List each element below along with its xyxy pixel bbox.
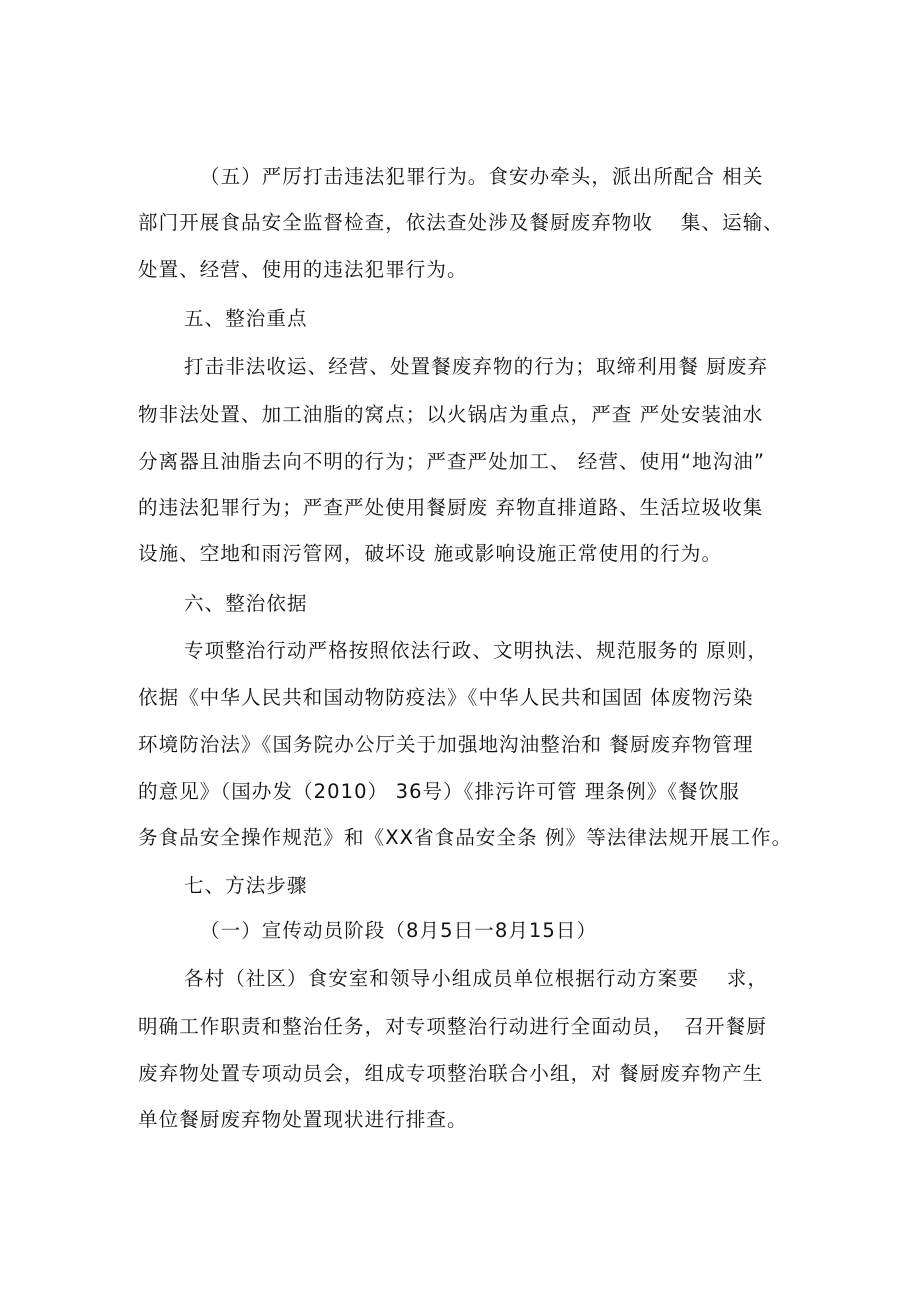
- section-heading-5: 五、整治重点: [184, 307, 308, 330]
- paragraph-line-2: 部门开展食品安全监督检查，依法查处涉及餐厨废弃物收 集、运输、: [138, 211, 784, 234]
- paragraph-line-11: 环境防治法》《国务院办公厅关于加强地沟油整治和 餐厨废弃物管理: [138, 733, 754, 756]
- paragraph-line-3: 处置、经营、使用的违法犯罪行为。: [138, 258, 468, 281]
- paragraph-line-13: 务食品安全操作规范》和《XX省食品安全条 例》等法律法规开展工作。: [138, 826, 793, 849]
- paragraph-line-17: 单位餐厨废弃物处置现状进行排查。: [138, 1108, 468, 1131]
- paragraph-line-15: 明确工作职责和整治任务，对专项整治行动进行全面动员， 召开餐厨: [138, 1015, 767, 1038]
- paragraph-line-8: 设施、空地和雨污管网，破坏设 施或影响设施正常使用的行为。: [138, 542, 723, 565]
- paragraph-line-9: 专项整治行动严格按照依法行政、文明执法、规范服务的 原则，: [184, 639, 769, 662]
- paragraph-line-16: 废弃物处置专项动员会，组成专项整治联合小组，对 餐厨废弃物产生: [138, 1062, 764, 1085]
- subsection-heading-1: （一）宣传动员阶段（8月5日一8月15日）: [200, 919, 598, 942]
- paragraph-line-4: 打击非法收运、经营、处置餐废弃物的行为；取缔利用餐 厨废弃: [184, 355, 769, 378]
- paragraph-line-1: （五）严厉打击违法犯罪行为。食安办牵头，派出所配合 相关: [200, 165, 764, 188]
- paragraph-line-10: 依据《中华人民共和国动物防疫法》《中华人民共和国固 体废物污染: [138, 686, 754, 709]
- paragraph-line-5: 物非法处置、加工油脂的窝点；以火锅店为重点，严查 严处安装油水: [138, 403, 764, 426]
- paragraph-line-12: 的意见》（国办发（2010） 36号）《排污许可管 理条例》《餐饮服: [138, 780, 740, 803]
- section-heading-7: 七、方法步骤: [184, 874, 308, 897]
- paragraph-line-14: 各村（社区）食安室和领导小组成员单位根据行动方案要 求，: [184, 967, 769, 990]
- paragraph-line-7: 的违法犯罪行为；严查严处使用餐厨废 弃物直排道路、生活垃圾收集: [138, 496, 764, 519]
- section-heading-6: 六、整治依据: [184, 592, 308, 615]
- paragraph-line-6: 分离器且油脂去向不明的行为；严查严处加工、 经营、使用“地沟油”: [138, 450, 766, 473]
